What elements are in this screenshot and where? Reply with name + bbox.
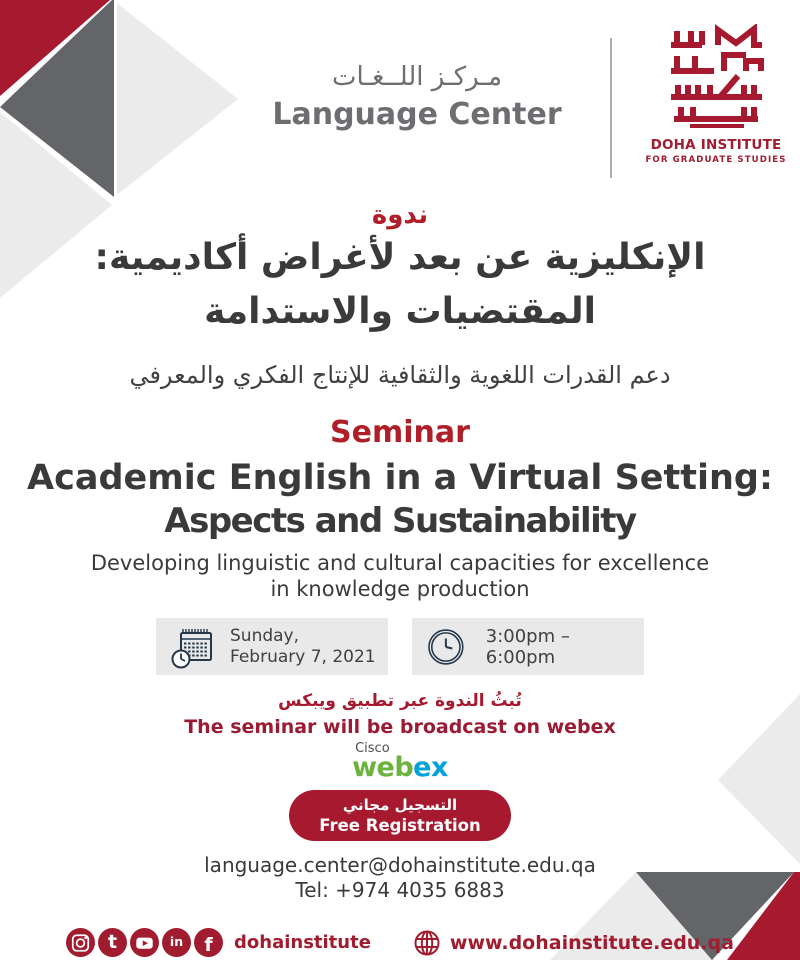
doha-institute-emblem-icon	[664, 24, 768, 128]
date-box	[156, 618, 388, 675]
webex-word-blue: ex	[413, 752, 448, 783]
broadcast-note: The seminar will be broadcast on webex	[184, 716, 616, 738]
event-details	[0, 618, 800, 675]
website-url[interactable]: www.dohainstitute.edu.qa	[449, 931, 734, 954]
header-divider	[610, 38, 612, 178]
clock-icon	[426, 627, 466, 667]
social-handle[interactable]: dohainstitute	[234, 932, 371, 953]
cisco-brand-label: Cisco	[355, 741, 390, 756]
seminar-subtitle-arabic: دعم القدرات اللغوية والثقافية للإنتاج الفكري والمعرفي	[129, 361, 671, 389]
contact-email[interactable]: language.center@dohainstitute.edu.qa	[204, 853, 596, 877]
free-registration-button[interactable]	[289, 790, 510, 841]
webex-wordmark	[352, 752, 448, 783]
seminar-label-arabic: ندوة	[371, 200, 429, 230]
calendar-icon	[170, 624, 216, 670]
broadcast-note-arabic: تُبثُ الندوة عبر تطبيق ويبكس	[278, 691, 522, 711]
time-box	[412, 618, 644, 675]
seminar-subtitle	[0, 550, 800, 602]
linkedin-icon[interactable]: in	[162, 928, 191, 957]
seminar-subtitle-line1: Developing linguistic and cultural capacities for excellence	[90, 551, 710, 575]
institute-name: DOHA INSTITUTE	[650, 137, 782, 153]
youtube-icon[interactable]	[130, 928, 159, 957]
event-time: 3:00pm – 6:00pm	[485, 625, 570, 668]
facebook-icon[interactable]: f	[194, 928, 223, 957]
seminar-subtitle-line2: in knowledge production	[270, 577, 530, 601]
footer	[0, 928, 800, 957]
seminar-label: Seminar	[330, 415, 470, 450]
header	[0, 0, 800, 196]
seminar-title-arabic-line1: الإنكليزية عن بعد لأغراض أكاديمية:	[94, 237, 706, 278]
instagram-icon[interactable]	[66, 928, 95, 957]
seminar-title-line1: Academic English in a Virtual Setting:	[27, 458, 773, 498]
seminar-title-arabic-line2: المقتضيات والاستدامة	[204, 291, 596, 332]
language-center-name: Language Center	[272, 97, 562, 132]
event-date-line1: Sunday,	[230, 625, 300, 646]
registration-label-arabic: التسجيل مجاني	[342, 796, 458, 814]
contact-phone[interactable]: Tel: +974 4035 6883	[295, 878, 505, 902]
registration-label: Free Registration	[319, 816, 481, 835]
doha-institute-logo	[645, 24, 787, 165]
language-center-block	[252, 60, 582, 133]
language-center-name-arabic: مـركـز اللــغـات	[331, 62, 503, 92]
event-date-line2: February 7, 2021	[230, 646, 376, 667]
globe-icon	[413, 929, 441, 957]
webex-word-green: web	[352, 752, 414, 783]
seminar-title-line2: Aspects and Sustainability	[164, 501, 636, 541]
cisco-webex-logo	[352, 742, 448, 781]
twitter-icon[interactable]: t	[98, 928, 127, 957]
institute-subtitle: FOR GRADUATE STUDIES	[645, 155, 787, 165]
